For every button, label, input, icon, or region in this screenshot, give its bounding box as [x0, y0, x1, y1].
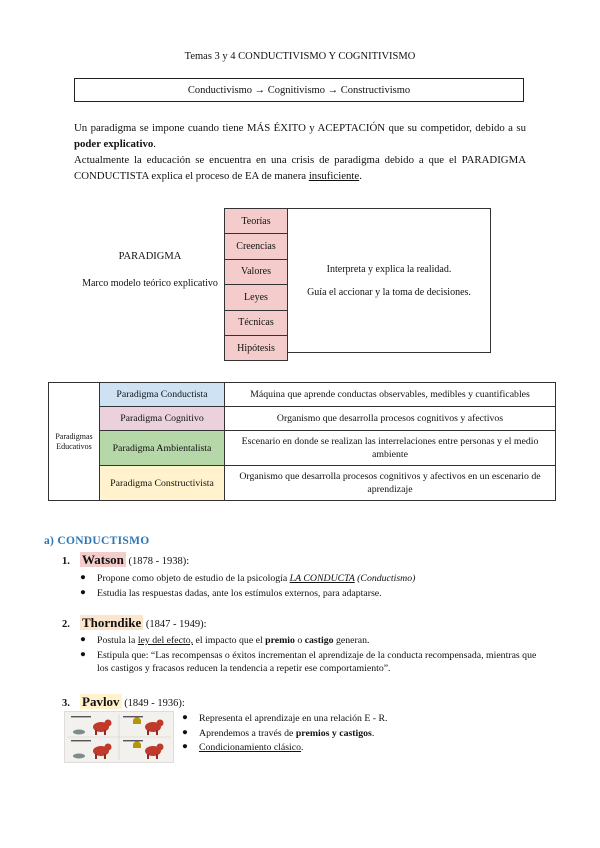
table-row	[49, 383, 556, 407]
intro-paragraph-1	[74, 120, 526, 152]
bullet-text-italic: (Conductismo)	[354, 573, 416, 584]
paradigm-desc-cell: Máquina que aprende conductas observables, medibles y cuantificables	[225, 383, 556, 407]
bullet-text: Representa el aprendizaje en una relación E - R.	[199, 713, 388, 724]
bullet-text: Estudia las respuestas dadas, ante los estímulos externos, para adaptarse.	[97, 588, 382, 599]
bullet-text-bold: premios y castigos	[295, 728, 372, 739]
author-number: 1.	[62, 556, 70, 567]
bullet-icon: ●	[182, 727, 188, 738]
paradigm-desc-cell: Organismo que desarrolla procesos cognitivos y afectivos	[225, 407, 556, 431]
dog-icon	[145, 720, 164, 736]
page-title: Temas 3 y 4 CONDUCTIVISMO Y COGNITIVISMO	[184, 51, 416, 62]
paradigm-name-cell: Paradigma Ambientalista	[100, 431, 225, 466]
component-cell: Leyes	[225, 285, 287, 310]
bullet-text	[97, 572, 547, 585]
bullet-text-part: Propone como objeto de estudio de la psicología	[97, 573, 290, 584]
component-cell: Teorías	[225, 209, 287, 234]
paradigm-word: PARADIGMA	[118, 251, 182, 262]
bullet-text: Estipula que: “Las recompensas o éxitos incrementan el aprendizaje de la conducta recompensada, mientras que los castigos y fracasos reducen la tendencia a repetir ese comportamiento”.	[97, 650, 537, 674]
author-name: Thorndike	[82, 615, 142, 630]
paradigm-chain-box	[74, 78, 524, 102]
paradigm-function-2: Guía el accionar y la toma de decisiones.	[307, 286, 471, 298]
pavlov-diagram-image	[65, 712, 173, 762]
table-row	[49, 431, 556, 466]
bullet-text-part: .	[301, 742, 304, 753]
bullet-text	[199, 727, 539, 740]
bullet-text-part: Postula la	[97, 635, 138, 646]
paradigm-desc-cell: Escenario en donde se realizan las interrelaciones entre personas y el medio ambiente	[225, 431, 556, 466]
paradigm-label-block	[75, 251, 225, 290]
intro-p2-end: .	[359, 170, 362, 182]
bullet-icon: ●	[80, 634, 86, 645]
intro-p2-text: Actualmente la educación se encuentra en una crisis de paradigma debido a que el PARADIGMA CONDUCTISTA explica el proceso de EA de manera	[74, 154, 526, 182]
author-number: 3.	[62, 698, 70, 709]
author-heading-thorndike	[62, 615, 207, 631]
bullet-icon: ●	[80, 649, 86, 660]
bullet-text-underlined: Condicionamiento clásico	[199, 742, 302, 753]
bullet-text-part: Aprendemos a través de	[199, 728, 296, 739]
table-row	[49, 466, 556, 501]
intro-paragraph-2	[74, 152, 526, 184]
paradigm-definition: Marco modelo teórico explicativo	[82, 278, 218, 289]
bullet-text-underlined: ley del efecto,	[137, 635, 194, 646]
bullet-text-bold: castigo	[304, 635, 334, 646]
component-cell: Valores	[225, 260, 287, 285]
bullet-text-part: o	[294, 635, 305, 646]
paradigm-name-cell: Paradigma Conductista	[100, 383, 225, 407]
table-row	[49, 407, 556, 431]
author-years: (1847 - 1949):	[143, 619, 207, 630]
paradigm-name-cell: Paradigma Constructivista	[100, 466, 225, 501]
bullet-text-bold: premio	[265, 635, 295, 646]
dog-icon	[93, 720, 112, 736]
dog-icon	[145, 744, 164, 760]
bullet-icon: ●	[182, 741, 188, 752]
educational-paradigms-table	[48, 382, 556, 501]
intro-p1-bold: poder explicativo	[74, 138, 154, 150]
bullet-text-part: .	[371, 728, 375, 739]
intro-text	[74, 120, 526, 184]
intro-p1-text: Un paradigma se impone cuando tiene MÁS ÉXITO y ACEPTACIÓN que su competidor, debido a su	[74, 122, 526, 134]
paradigm-components-list	[224, 208, 288, 361]
bell-icon	[133, 717, 141, 748]
component-cell: Técnicas	[225, 311, 287, 336]
paradigm-functions-box	[287, 208, 491, 353]
pavlov-dog-illustration	[64, 711, 174, 763]
paradigm-chain: Conductivismo → Cognitivismo → Constructivismo	[187, 84, 411, 96]
author-heading-pavlov	[62, 694, 185, 710]
intro-p2-underlined: insuficiente	[308, 170, 360, 182]
intro-p1-end: .	[153, 138, 156, 150]
bullet-icon: ●	[80, 587, 86, 598]
row-header: Paradigmas Educativos	[49, 383, 100, 501]
bullet-icon: ●	[182, 712, 188, 723]
paradigm-name-cell: Paradigma Cognitivo	[100, 407, 225, 431]
dog-icon	[93, 744, 112, 760]
author-name: Watson	[82, 552, 124, 567]
author-heading-watson	[62, 552, 189, 568]
bullet-icon: ●	[80, 572, 86, 583]
author-name: Pavlov	[82, 694, 120, 709]
component-cell: Creencias	[225, 234, 287, 259]
bullet-text-part: el impacto que el	[193, 635, 266, 646]
bullet-text-part: generan.	[333, 635, 370, 646]
paradigm-function-1: Interpreta y explica la realidad.	[326, 263, 452, 275]
author-years: (1878 - 1938):	[125, 556, 190, 567]
author-years: (1849 - 1936):	[121, 698, 185, 709]
food-bowl-icon	[73, 730, 85, 759]
section-heading-conductismo: a) CONDUCTISMO	[44, 535, 150, 547]
bullet-text-underlined: LA CONDUCTA	[289, 573, 355, 584]
paradigm-desc-cell: Organismo que desarrolla procesos cognitivos y afectivos en un escenario de aprendizaje	[225, 466, 556, 501]
component-cell: Hipótesis	[225, 336, 287, 360]
author-number: 2.	[62, 619, 70, 630]
bullet-text	[199, 741, 539, 754]
bullet-text	[97, 634, 547, 647]
